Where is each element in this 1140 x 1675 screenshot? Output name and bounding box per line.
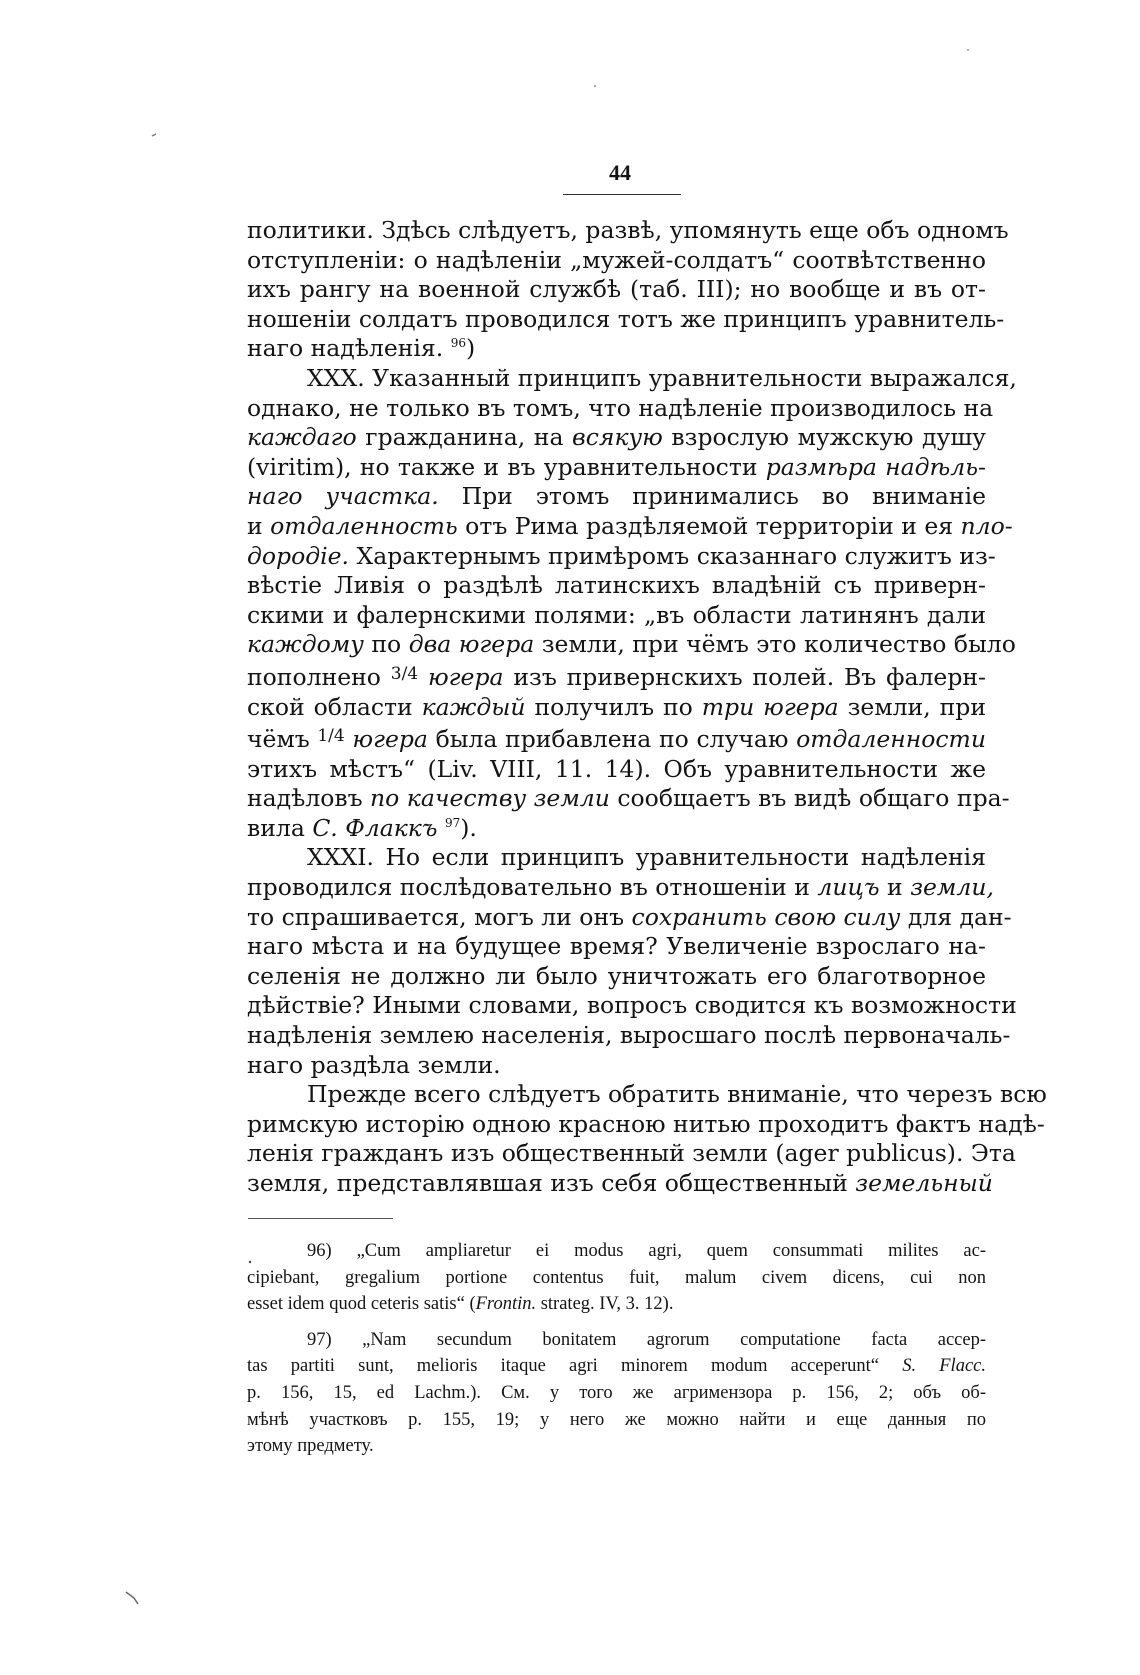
footnote-ref-96[interactable]: 96 [450, 336, 466, 351]
text-line: (viritim), но также и въ уравнительности размѣра надѣль- [247, 452, 986, 481]
scan-speck [126, 1592, 138, 1604]
footnote-line: p. 156, 15, ed Lachm.). См. у того же агримензора р. 156, 2; объ об- [247, 1382, 986, 1403]
fraction-one-quarter: 1/4 [317, 726, 345, 747]
footnotes [247, 1238, 986, 1460]
text-line: вила С. Флаккъ $^{97}$). [247, 813, 477, 842]
text-line: ленія гражданъ изъ общественный земли (ager publicus). Эта [247, 1139, 1016, 1168]
text-line: ской области каждый получилъ по три югера земли, при [247, 692, 986, 721]
text-line: наго раздѣла земли. [247, 1050, 501, 1079]
text-line: надѣловъ по качеству земли сообщаетъ въ видѣ общаго пра- [247, 784, 1010, 813]
footnote-line: этому предмету. [247, 1436, 374, 1457]
footnote-line: esset idem quod ceteris satis“ (Frontin. strateg. IV, 3. 12). [247, 1294, 674, 1315]
scan-speck [594, 85, 596, 87]
text-line: политики. Здѣсь слѣдуетъ, развѣ, упомянуть еще объ одномъ [247, 216, 1009, 244]
text-line: римскую исторію одною красною нитью проходитъ фактъ надѣ- [247, 1109, 1045, 1138]
section-heading-xxxi: XXXI. Но если принципъ уравнительности надѣленія [307, 843, 986, 872]
section-heading-xxx: XXX. Указанный принципъ уравнительности выражался, [307, 363, 1017, 392]
text-line: однако, не только въ томъ, что надѣленіе производилось на [247, 393, 994, 422]
text-line: наго участка. При этомъ принимались во вниманіе [247, 482, 986, 511]
footnote-ref-97[interactable]: 97 [444, 816, 461, 831]
text-line: наго надѣленія. $^{96}$) [247, 334, 476, 363]
page-number: 44 [609, 160, 631, 185]
text-line: селенія не должно ли было уничтожать его благотворное [247, 961, 986, 990]
footnote-gap [247, 1318, 986, 1327]
text-line: каждаго гражданина, на всякую взрослую мужскую душу [247, 423, 986, 452]
text-line: наго мѣста и на будущее время? Увеличеніе взрослаго на- [247, 932, 986, 961]
text-line: каждому по два югера земли, при чёмъ это количество было [247, 630, 1016, 659]
footnote-separator [248, 1218, 393, 1219]
text-line: этихъ мѣстъ“ (Liv. VIII, 11. 14). Объ уравнительности же [247, 754, 986, 783]
page-number-rule [563, 194, 681, 195]
text-line: дородіе. Характернымъ примѣромъ сказаннаго служитъ из- [247, 541, 996, 570]
text-line: отступленіи: о надѣленіи „мужей-солдатъ“ соотвѣтственно [247, 245, 986, 274]
text-line: дѣйствіе? Иными словами, вопросъ сводится къ возможности [247, 991, 1017, 1020]
text-line: и отдаленность отъ Рима раздѣляемой территоріи и ея пло- [247, 511, 1013, 540]
text-line: ношеніи солдатъ проводился тотъ же принципъ уравнитель- [247, 304, 1005, 333]
text-line: вѣстіе Ливія о раздѣлѣ латинскихъ владѣній съ приверн- [247, 571, 986, 600]
text-line: Прежде всего слѣдуетъ обратить вниманіе, что черезъ всю [307, 1080, 1047, 1109]
footnote-97: 97) „Nam secundum bonitatem agrorum computatione facta accep- [307, 1329, 986, 1350]
scan-speck [152, 134, 156, 136]
body-text [247, 216, 1047, 1199]
text-line: ихъ рангу на военной службѣ (таб. III); но вообще и въ от- [247, 275, 986, 304]
text-line: проводился послѣдовательно въ отношеніи и лицъ и земли, [247, 873, 994, 902]
footnote-line: мѣнѣ участковъ р. 155, 19; у него же можно найти и еще данныя по [247, 1409, 986, 1430]
text-line: надѣленія землею населенія, выросшаго послѣ первоначаль- [247, 1021, 1011, 1050]
scan-speck [967, 49, 969, 51]
text-line: чёмъ $^{1/4}$ югера была прибавлена по случаю отдаленности [247, 725, 986, 754]
fraction-three-quarters: 3/4 [390, 663, 419, 684]
footnote-line: tas partiti sunt, melioris itaque agri minorem modum acceperunt“ S. Flacc. [247, 1356, 986, 1377]
footnote-line: cipiebant, gregalium portione contentus fuit, malum civem dicens, cui non [247, 1267, 986, 1288]
text-line: земля, представлявшая изъ себя общественный земельный [247, 1169, 993, 1197]
text-line: то спрашивается, могъ ли онъ сохранить свою силу для дан- [247, 902, 1012, 931]
text-line: пополнено $^{3/4}$ югера изъ привернскихъ полей. Въ фалерн- [247, 662, 986, 691]
text-line: скими и фалернскими полями: „въ области латинянъ дали [247, 600, 986, 629]
footnote-96: 96) „Cum ampliaretur ei modus agri, quem consummati milites ac- [307, 1241, 986, 1261]
